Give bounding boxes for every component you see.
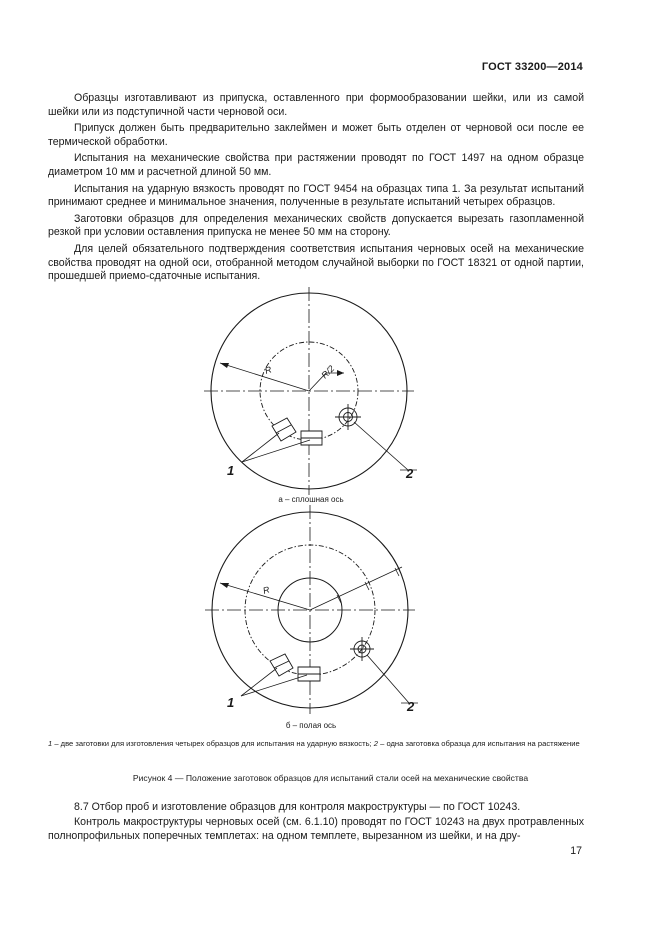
callout-1-b: 1 xyxy=(227,695,235,710)
legend-number-2: 2 xyxy=(373,739,378,748)
callout-2-b: 2 xyxy=(407,699,415,714)
paragraph: Испытания на механические свойства при растяжении проводят по ГОСТ 1497 на одном образце диаметром 10 мм и расчетной длиной 50 мм. xyxy=(48,152,584,178)
paragraph: Заготовки образцов для определения механических свойств допускается вырезать газопламенной резкой при условии оставления припуска не менее 50 мм на сторону. xyxy=(48,212,584,239)
page-number: 17 xyxy=(570,845,582,857)
paragraph: Испытания на ударную вязкость проводят по ГОСТ 9454 на образцах типа 1. За результат испытаний принимают среднее и минимальное значения, полученные в результате испытаний четырех образцов. xyxy=(48,182,584,209)
figure-b-drawing xyxy=(205,505,418,714)
callout-1-a: 1 xyxy=(227,463,235,478)
impact-blanks-a xyxy=(272,418,322,445)
label-R-b: R xyxy=(261,584,271,596)
section-8-7 xyxy=(48,800,584,844)
standard-header: ГОСТ 33200—2014 xyxy=(481,61,583,73)
callout-1-leader-a1 xyxy=(242,433,279,462)
callout-1-leader-b2 xyxy=(241,675,307,696)
callout-2-leader-b xyxy=(367,655,409,703)
subcaption-a: а – сплошная ось xyxy=(278,495,344,504)
legend-number-1: 1 xyxy=(48,739,53,748)
tensile-blank-b xyxy=(350,637,374,661)
m-dimension-line-b xyxy=(310,567,402,610)
tensile-blank-a xyxy=(335,404,361,430)
figure-caption: Рисунок 4 — Положение заготовок образцов для испытаний стали осей на механические свойства xyxy=(132,773,529,783)
callout-2-leader-a xyxy=(354,422,408,470)
legend-text-2: – одна заготовка образца для испытания на растяжение xyxy=(378,739,580,748)
callout-1-leader-a2 xyxy=(242,440,310,462)
paragraph: Припуск должен быть предварительно заклеймен и может быть отделен от черновой оси после ее термической обработки. xyxy=(48,122,584,148)
radius-arrow-a xyxy=(220,363,229,368)
paragraph: Для целей обязательного подтверждения соответствия испытания черновых осей на механические свойства проводят на одной оси, отобранной методом случайной выборки по ГОСТ 18321 от одной партии, прошедшей приемо-сдаточные испытания. xyxy=(48,242,584,283)
label-R2-a: R/2 xyxy=(319,363,337,381)
section-paragraph: Контроль макроструктуры черновых осей (см. 6.1.10) проводят по ГОСТ 10243 на двух протравленных полнопрофильных поперечных темплетах: на одном темплете, вырезанном из шейки, и на дру- xyxy=(48,815,584,842)
callout-2-a: 2 xyxy=(406,466,414,481)
r2-arrow-a xyxy=(337,370,344,376)
paragraph: Образцы изготавливают из припуска, оставленного при формообразовании шейки, или из самой шейки или из подступичной части черновой оси. xyxy=(48,92,584,118)
section-heading: 8.7 Отбор проб и изготовление образцов для контроля макроструктуры — по ГОСТ 10243. xyxy=(74,801,521,813)
subcaption-b: б – полая ось xyxy=(285,721,337,730)
legend-text-1: – две заготовки для изготовления четырех образцов для испытания на ударную вязкость; xyxy=(52,739,374,748)
impact-blanks-b xyxy=(270,654,320,681)
figure-a-drawing xyxy=(204,287,417,495)
figure-legend xyxy=(48,739,584,749)
radius-arrow-b xyxy=(220,583,229,588)
label-R-a: R xyxy=(263,364,273,376)
callout-1-leader-b1 xyxy=(241,668,277,696)
